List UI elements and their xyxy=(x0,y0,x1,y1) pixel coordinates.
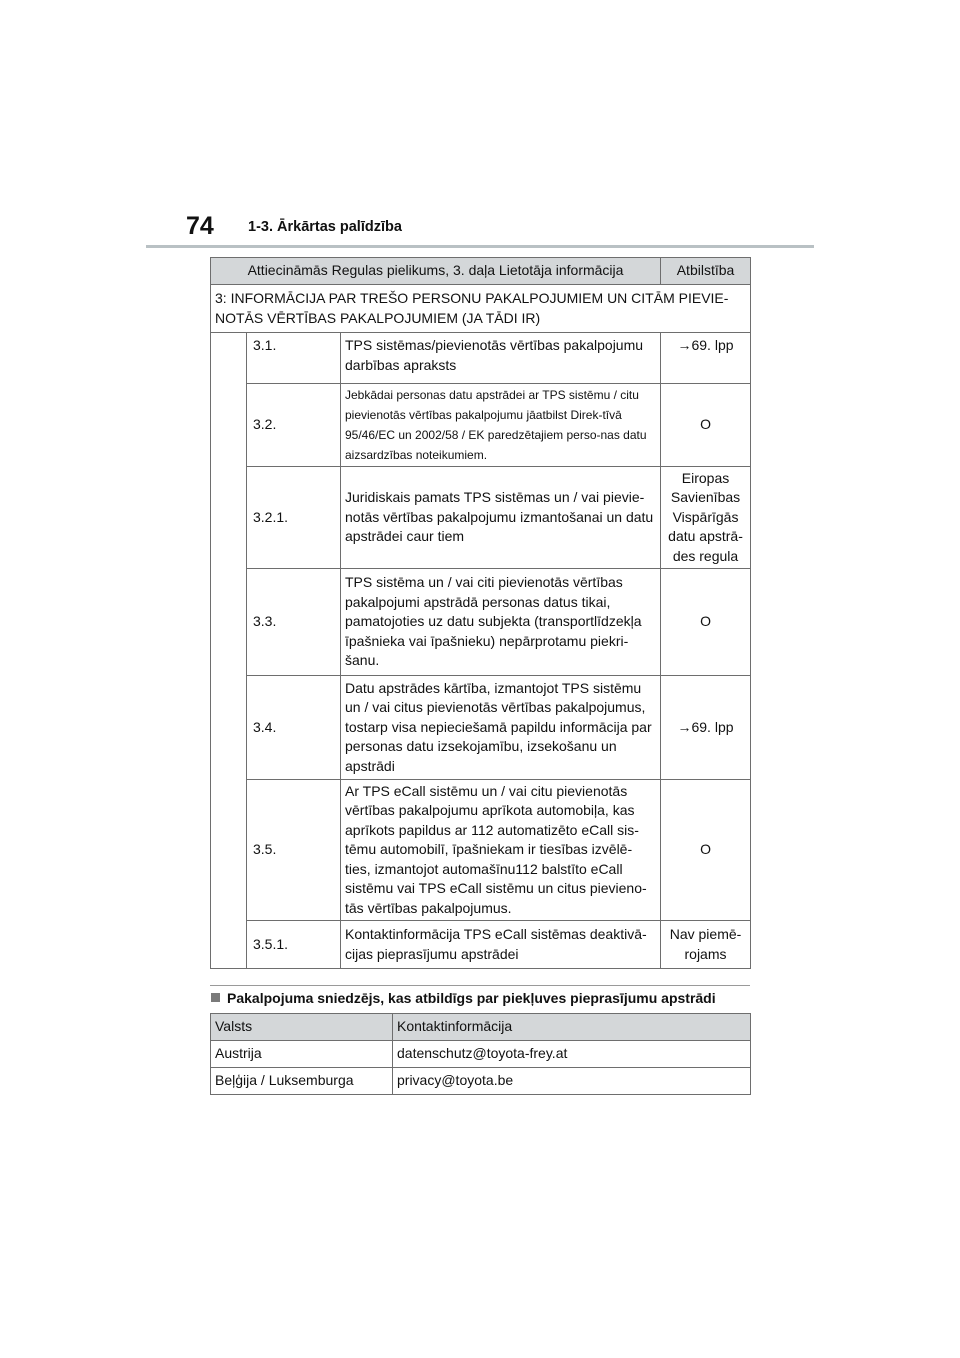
row-text: TPS sistēmas/pievienotās vērtības pakalpojumu darbības apraksts xyxy=(341,333,661,384)
section-title: 1-3. Ārkārtas palīdzība xyxy=(248,219,402,235)
row-number: 3.2.1. xyxy=(247,467,341,569)
contact-table xyxy=(210,1013,751,1095)
row-reference: O xyxy=(661,780,751,921)
row-text: Datu apstrādes kārtība, izmantojot TPS sistēmu un / vai citus pievienotās vērtības pakalpojumus, tostarp visa nepieciešamā papildu informācija par personas datu izsekojamību, izsekošanu un apstrādi xyxy=(341,676,661,780)
row-number: 3.3. xyxy=(247,569,341,676)
row-reference: →69. lpp xyxy=(661,676,751,780)
subheading-text: Pakalpojuma sniedzējs, kas atbildīgs par piekļuves pieprasījumu apstrādi xyxy=(227,990,716,1006)
row-text: Ar TPS eCall sistēmu un / vai citu pievienotās vērtības pakalpojumu aprīkota automobiļa, kas aprīkots papildus ar 112 automatizēto eCall sis-tēmu automobilī, īpašniekam ir tiesības izvēlē-ties, izmantojot automašīnu112 balstīto eCall sistēmu vai TPS eCall sistēmu un citus pievieno-tās vērtības pakalpojumus. xyxy=(341,780,661,921)
subheading xyxy=(211,990,716,1006)
country-cell: Austrija xyxy=(211,1041,393,1068)
row-reference: Nav piemē-rojams xyxy=(661,921,751,969)
column-header-country: Valsts xyxy=(211,1014,393,1041)
user-information-table xyxy=(210,257,751,969)
row-number: 3.5. xyxy=(247,780,341,921)
row-number: 3.1. xyxy=(247,333,341,384)
square-bullet-icon xyxy=(211,993,220,1002)
country-cell: Beļģija / Luksemburga xyxy=(211,1068,393,1095)
row-text: Juridiskais pamats TPS sistēmas un / vai pievie-notās vērtības pakalpojumu izmantošanai un datu apstrādei caur tiem xyxy=(341,467,661,569)
section-row: 3: INFORMĀCIJA PAR TREŠO PERSONU PAKALPOJUMIEM UN CITĀM PIEVIE-NOTĀS VĒRTĪBAS PAKALPOJUMIEM (JA TĀDI IR) xyxy=(211,285,751,333)
row-number: 3.5.1. xyxy=(247,921,341,969)
row-text: Jebkādai personas datu apstrādei ar TPS sistēmu / citu pievienotās vērtības pakalpojumu jāatbilst Direk-tīvā 95/46/EC un 2002/58 / EK paredzētajiem perso-nas datu aizsardzības noteikumiem. xyxy=(341,384,661,467)
row-number: 3.4. xyxy=(247,676,341,780)
column-header-contact: Kontaktinformācija xyxy=(393,1014,751,1041)
section-divider xyxy=(210,985,750,986)
page-number: 74 xyxy=(186,212,214,240)
row-text: TPS sistēma un / vai citi pievienotās vērtības pakalpojumi apstrādā personas datus tikai, pamatojoties uz datu subjekta (transportlīdzekļa īpašnieka vai īpašnieku) nepārprotamu piekri-šanu. xyxy=(341,569,661,676)
row-reference: Eiropas Savienības Vispārīgās datu apstrā-des regula xyxy=(661,467,751,569)
indent-cell xyxy=(211,333,247,969)
row-number: 3.2. xyxy=(247,384,341,467)
contact-email-link[interactable]: datenschutz@toyota-frey.at xyxy=(393,1041,751,1068)
row-text: Kontaktinformācija TPS eCall sistēmas deaktivā-cijas pieprasījumu apstrādei xyxy=(341,921,661,969)
contact-email-link[interactable]: privacy@toyota.be xyxy=(393,1068,751,1095)
row-reference: O xyxy=(661,384,751,467)
row-reference: O xyxy=(661,569,751,676)
column-header-regulation: Attiecināmās Regulas pielikums, 3. daļa Lietotāja informācija xyxy=(211,258,661,285)
column-header-compliance: Atbilstība xyxy=(661,258,751,285)
header-rule xyxy=(146,245,814,248)
row-reference: →69. lpp xyxy=(661,333,751,384)
